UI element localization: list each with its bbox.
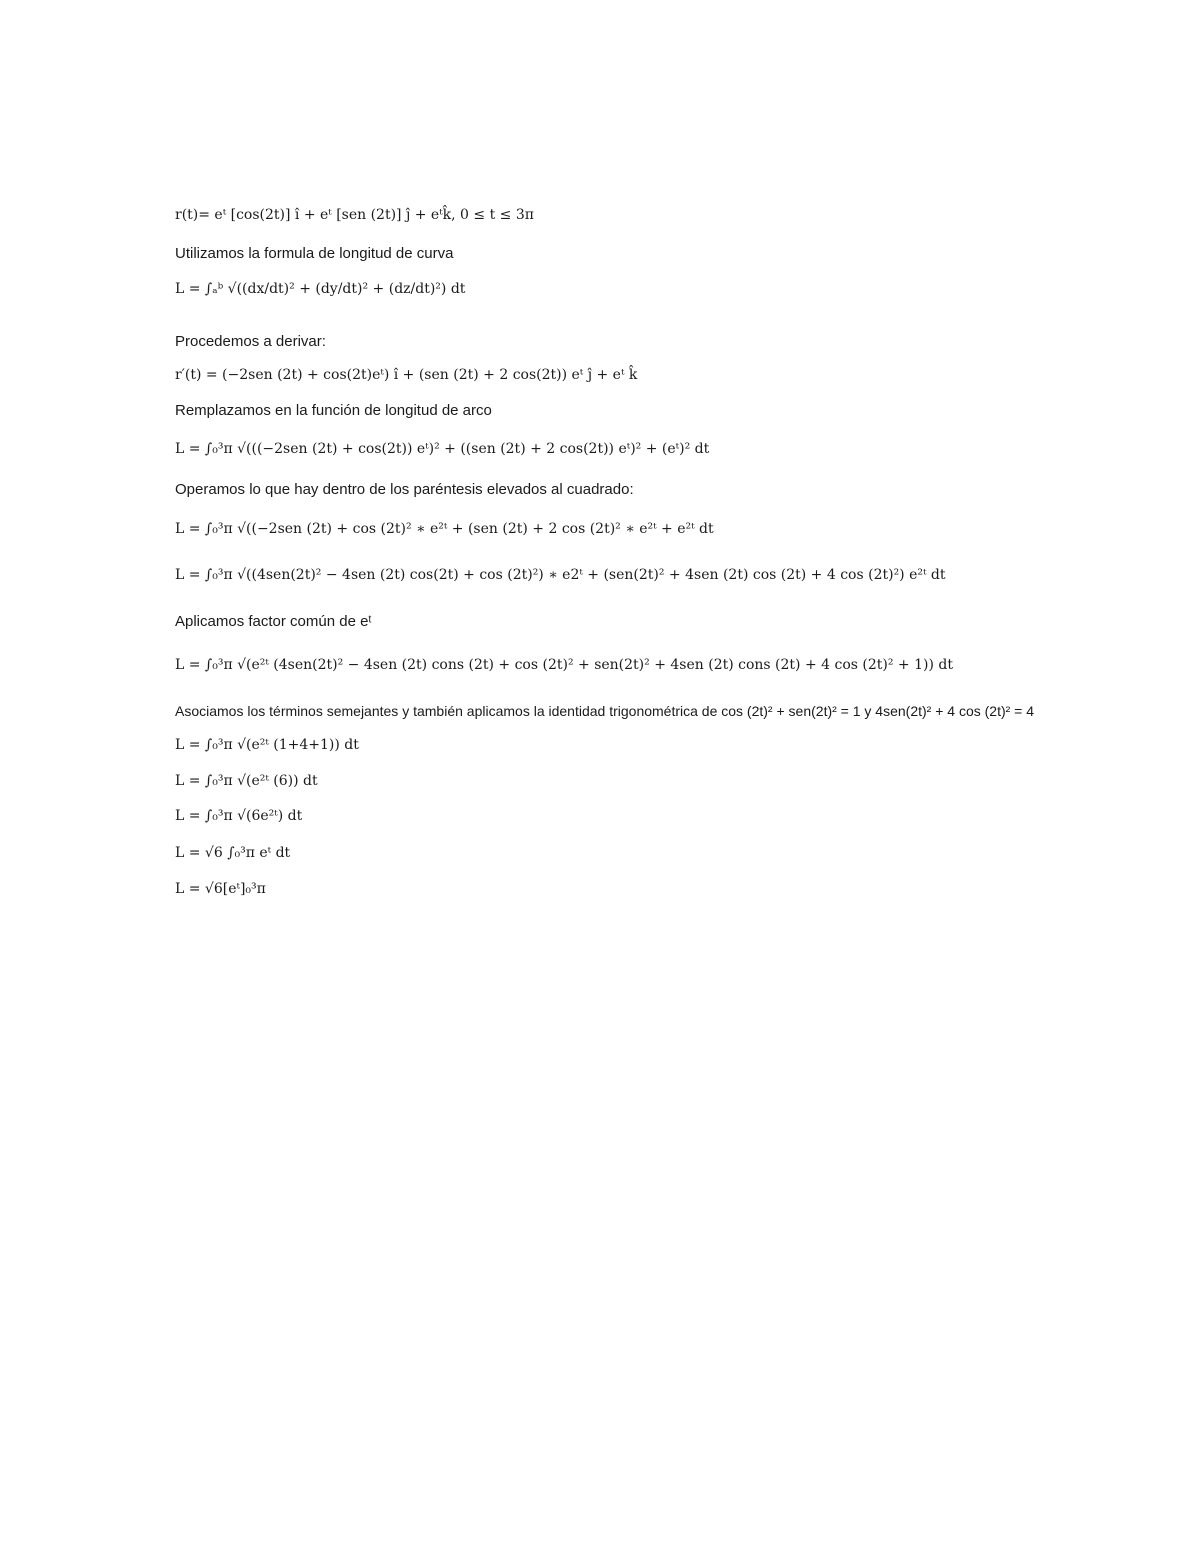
operated-integral-1: L = ∫₀³π √((−2sen (2t) + cos (2t)² ∗ e²ᵗ + (sen (2t) + 2 cos (2t)² ∗ e²ᵗ + e²ᵗ dt <box>175 521 714 537</box>
operate-intro-text: Operamos lo que hay dentro de los paréntesis elevados al cuadrado: <box>175 481 634 498</box>
final-result: L = √6[eᵗ]₀³π <box>175 881 266 897</box>
replace-intro-text: Remplazamos en la función de longitud de arco <box>175 402 492 419</box>
derivative-equation: r′(t) = (−2sen (2t) + cos(2t)eᵗ) î + (sen (2t) + 2 cos(2t)) eᵗ ĵ + eᵗ k̂ <box>175 367 638 383</box>
position-vector-definition: r(t)= eᵗ [cos(2t)] î + eᵗ [sen (2t)] ĵ + eᵗk̂, 0 ≤ t ≤ 3π <box>175 207 534 223</box>
intro-formula-text: Utilizamos la formula de longitud de curva <box>175 245 454 262</box>
simplified-integral-4: L = √6 ∫₀³π eᵗ dt <box>175 845 291 861</box>
simplified-integral-1: L = ∫₀³π √(e²ᵗ (1+4+1)) dt <box>175 737 359 753</box>
associate-intro-text: Asociamos los términos semejantes y también aplicamos la identidad trigonométrica de cos (2t)² + sen(2t)² = 1 y 4sen(2t)² + 4 cos (2t)² = 4 <box>175 703 1035 719</box>
simplified-integral-2: L = ∫₀³π √(e²ᵗ (6)) dt <box>175 773 318 789</box>
simplified-integral-3: L = ∫₀³π √(6e²ᵗ) dt <box>175 808 303 824</box>
factor-intro-text: Aplicamos factor común de eᵗ <box>175 613 372 630</box>
arc-length-formula: L = ∫ₐᵇ √((dx/dt)² + (dy/dt)² + (dz/dt)²) dt <box>175 281 466 297</box>
operated-integral-2: L = ∫₀³π √((4sen(2t)² − 4sen (2t) cos(2t) + cos (2t)²) ∗ e2ᵗ + (sen(2t)² + 4sen (2t) cos (2t) + 4 cos (2t)²) e²ᵗ dt <box>175 567 946 583</box>
factored-integral: L = ∫₀³π √(e²ᵗ (4sen(2t)² − 4sen (2t) cons (2t) + cos (2t)² + sen(2t)² + 4sen (2t) cons (2t) + 4 cos (2t)² + 1)) dt <box>175 657 953 673</box>
derive-intro-text: Procedemos a derivar: <box>175 333 326 350</box>
replaced-integral: L = ∫₀³π √(((−2sen (2t) + cos(2t)) eᵗ)² + ((sen (2t) + 2 cos(2t)) eᵗ)² + (eᵗ)² dt <box>175 441 710 457</box>
